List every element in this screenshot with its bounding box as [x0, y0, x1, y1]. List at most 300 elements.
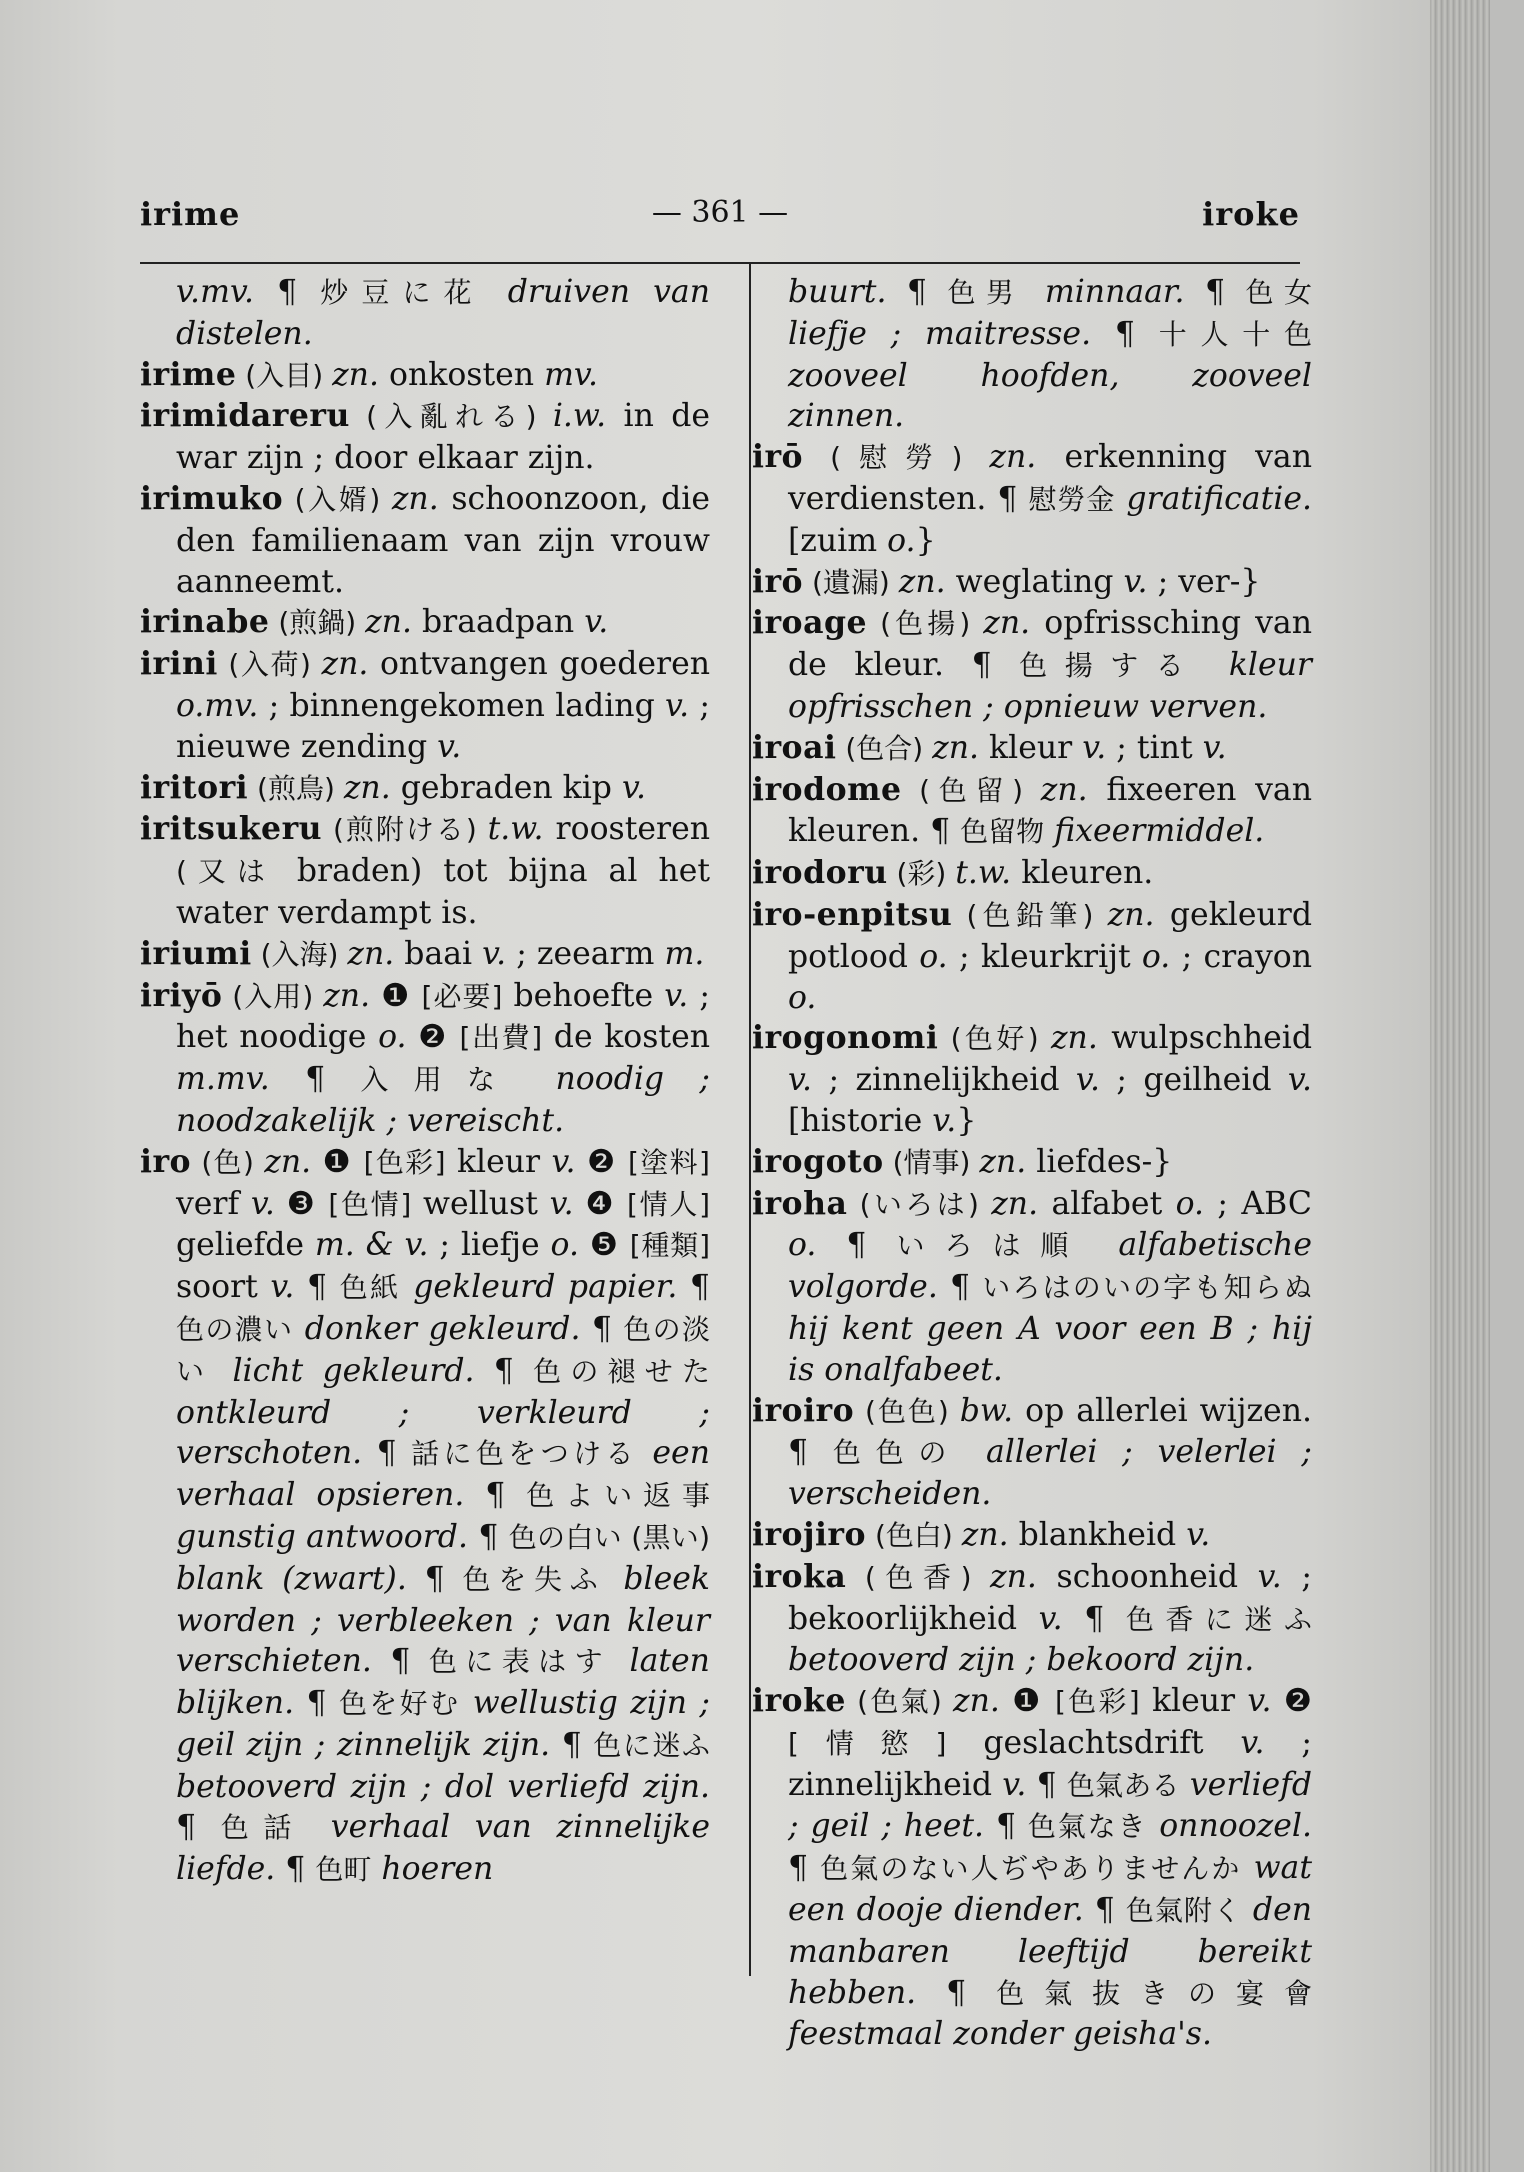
- italic-text: i.w.: [552, 398, 607, 435]
- italic-text: bleek worden ; verbleeken ; van kleur verschieten.: [176, 1560, 710, 1680]
- entry-text: ; ABC: [1204, 1185, 1312, 1222]
- italic-text: v.mv.: [176, 274, 255, 310]
- kanji-text: (色色): [854, 1394, 960, 1428]
- column-divider: [749, 264, 751, 1976]
- example-phrase: 色の淡い: [176, 1312, 710, 1388]
- italic-text: den manbaren leeftijd bereikt hebben.: [788, 1892, 1312, 2011]
- italic-text: v.: [1002, 1766, 1027, 1803]
- entry-text: blankheid: [1008, 1516, 1187, 1553]
- italic-text: v.: [622, 769, 647, 806]
- entry-continuation: [140, 272, 710, 355]
- italic-text: buurt.: [788, 274, 887, 310]
- entry-text: erkenning van verdiensten.: [788, 439, 1312, 517]
- example-phrase: 色に迷ふ: [593, 1728, 710, 1762]
- dictionary-entry: [752, 1142, 1312, 1184]
- dictionary-entry: [752, 562, 1312, 604]
- entry-text: gebraden kip: [390, 769, 622, 806]
- italic-text: liefje ; maitresse.: [788, 315, 1092, 352]
- headword: irodome: [752, 770, 902, 808]
- italic-text: o.: [887, 522, 916, 559]
- example-phrase: 色を好む: [338, 1687, 461, 1721]
- italic-text: o.mv.: [176, 687, 259, 724]
- entry-text: fixeeren van kleuren.: [788, 771, 1312, 850]
- entry-text: ❷: [575, 1143, 628, 1180]
- entry-text: ; crayon: [1170, 938, 1313, 975]
- entry-text: ¶: [816, 1227, 897, 1264]
- entry-text: gekleurd potlood: [788, 896, 1312, 975]
- entry-text: ❷: [1271, 1683, 1312, 1720]
- entry-text: ¶: [1184, 274, 1246, 310]
- dictionary-entry: [140, 602, 710, 644]
- italic-text: m.mv.: [176, 1061, 270, 1098]
- headword: iritsukeru: [140, 810, 323, 848]
- kanji-text: (煎鍋): [269, 606, 366, 640]
- entry-text: }: [915, 522, 936, 559]
- italic-text: o.: [1175, 1185, 1205, 1222]
- entry-text: ¶: [176, 1809, 221, 1846]
- italic-text: v.: [1202, 729, 1227, 766]
- entry-text: weglating: [945, 563, 1124, 600]
- dictionary-entry: [752, 853, 1312, 895]
- kanji-text: [情慾]: [788, 1726, 947, 1760]
- italic-text: zn.: [1040, 771, 1088, 808]
- dictionary-entry: [752, 437, 1312, 561]
- running-head: [140, 195, 1300, 245]
- italic-text: o.: [1141, 938, 1171, 975]
- italic-text: zn.: [347, 935, 395, 972]
- entry-text: ¶: [944, 647, 1020, 684]
- italic-text: feestmaal zonder geisha's.: [788, 2016, 1212, 2053]
- entry-text: schoonzoon, die den familienaam van zijn vrouw aanneemt.: [176, 480, 711, 600]
- italic-text: v.: [1186, 1516, 1211, 1553]
- example-phrase: 色の濃い: [176, 1312, 294, 1346]
- example-phrase: 色氣なき: [1027, 1810, 1148, 1844]
- entry-text: ¶: [371, 1643, 429, 1680]
- italic-text: v.: [250, 1185, 275, 1222]
- headword: iroiro: [752, 1391, 855, 1429]
- entry-text: onkosten: [378, 356, 545, 393]
- entry-text: braadpan: [411, 604, 585, 641]
- entry-text: ¶: [406, 1560, 463, 1597]
- italic-text: alfabetische volgorde.: [788, 1227, 1312, 1306]
- kanji-text: (煎附ける): [322, 813, 488, 847]
- italic-text: zn.: [1050, 1020, 1098, 1057]
- kanji-text: (色氣): [845, 1685, 953, 1719]
- kanji-text: (いろは): [847, 1187, 992, 1221]
- header-rule: [140, 262, 1300, 264]
- headword: irō: [752, 438, 804, 476]
- italic-text: o.: [550, 1227, 579, 1264]
- headword: iroai: [752, 728, 837, 766]
- entry-text: ontvangen goederen: [368, 646, 710, 683]
- example-phrase: 色町: [315, 1853, 372, 1887]
- example-phrase: 色氣のない人ぢやありませんか: [820, 1852, 1242, 1886]
- italic-text: zn.: [979, 1143, 1027, 1180]
- dictionary-entry: [140, 644, 710, 767]
- italic-text: o.: [788, 1227, 817, 1264]
- kanji-text: (色白): [866, 1518, 962, 1552]
- left-column: [140, 272, 710, 1891]
- entry-text: ¶: [464, 1477, 527, 1514]
- dictionary-entry: [752, 1557, 1312, 1681]
- italic-text: m.: [664, 935, 705, 972]
- kanji-text: (煎鳥): [248, 771, 344, 805]
- italic-text: zn.: [983, 605, 1031, 642]
- entry-text: ¶: [986, 480, 1029, 517]
- entry-text: ; zinnelijkheid: [812, 1062, 1076, 1099]
- entry-text: ¶: [468, 1518, 509, 1555]
- kanji-text: [色情]: [328, 1187, 412, 1221]
- kanji-text: (色好): [938, 1022, 1051, 1056]
- example-phrase: いろはのいの字も知らぬ: [982, 1271, 1312, 1305]
- example-phrase: 色色の: [832, 1436, 962, 1470]
- entry-text: in de war zijn ; door elkaar zijn.: [176, 398, 710, 477]
- example-phrase: 色揚する: [1019, 649, 1202, 683]
- last-headword-guide: iroke: [1202, 195, 1300, 233]
- example-phrase: 慰勞金: [1028, 482, 1116, 516]
- italic-text: v.: [1038, 1600, 1063, 1637]
- headword: irō: [752, 562, 804, 600]
- italic-text: o.: [378, 1019, 407, 1056]
- headword: irodoru: [752, 854, 888, 892]
- dictionary-entry: [140, 479, 710, 602]
- dictionary-entry: [140, 396, 710, 479]
- italic-text: zn.: [991, 1185, 1039, 1222]
- italic-text: fixeermiddel.: [1044, 813, 1265, 850]
- entry-text: ¶: [1083, 1892, 1126, 1929]
- italic-text: v.: [482, 935, 507, 972]
- entry-text: geliefde: [176, 1227, 315, 1264]
- italic-text: zn.: [932, 729, 980, 766]
- dictionary-entry: [140, 809, 710, 933]
- example-phrase: 色氣抜きの宴會: [996, 1976, 1312, 2010]
- italic-text: mv.: [544, 356, 599, 393]
- kanji-text: (遺漏): [803, 565, 899, 599]
- italic-text: gunstig antwoord.: [176, 1518, 468, 1555]
- italic-text: v.: [584, 604, 609, 641]
- headword: irimidareru: [140, 397, 350, 435]
- italic-text: t.w.: [487, 811, 544, 848]
- italic-text: blank (zwart).: [176, 1560, 407, 1597]
- headword: irimuko: [140, 479, 284, 517]
- entry-text: ¶: [1026, 1766, 1067, 1803]
- italic-text: zn.: [321, 646, 369, 683]
- entry-text: ¶: [1091, 315, 1159, 352]
- entry-text: ; zinnelijkheid: [788, 1724, 1312, 1803]
- example-phrase: 色の褪せた: [533, 1354, 710, 1388]
- entry-text: geslachtsdrift: [946, 1724, 1241, 1761]
- italic-text: v.: [1082, 729, 1107, 766]
- kanji-text: [必要]: [421, 979, 503, 1013]
- dictionary-entry: [752, 1681, 1312, 2055]
- headword: iriyō: [140, 976, 223, 1014]
- italic-text: zn.: [323, 977, 371, 1014]
- italic-text: betooverd zijn ; bekoord zijn.: [788, 1642, 1255, 1679]
- page-number: — 361 —: [651, 195, 789, 230]
- entry-text: alfabet: [1038, 1185, 1176, 1222]
- dictionary-entry: [752, 728, 1312, 770]
- entry-continuation: [752, 272, 1312, 437]
- italic-text: gratificatie.: [1115, 480, 1312, 517]
- entry-text: op allerlei wijzen.: [1013, 1392, 1312, 1429]
- kanji-text: (入荷): [217, 648, 322, 682]
- entry-text: ❺: [578, 1227, 630, 1264]
- dictionary-entry: [752, 1515, 1312, 1557]
- entry-text: ; zeearm: [506, 935, 665, 972]
- italic-text: t.w.: [955, 855, 1012, 892]
- headword: irini: [140, 645, 218, 683]
- entry-text: ; liefje: [428, 1227, 551, 1264]
- italic-text: v.: [664, 977, 689, 1014]
- headword: irinabe: [140, 603, 270, 641]
- entry-text: ; binnengekomen lading: [258, 687, 666, 724]
- entry-text: ; bekoorlijkheid: [788, 1558, 1312, 1637]
- dictionary-entry: [752, 1391, 1312, 1515]
- entry-text: braden) tot bijna al het water verdampt is.: [176, 853, 710, 931]
- italic-text: v.: [1075, 1062, 1100, 1099]
- kanji-text: (色鉛筆): [952, 898, 1108, 932]
- entry-text: verf: [176, 1185, 251, 1222]
- kanji-text: (色留): [901, 773, 1041, 807]
- example-phrase: 話に色をつける: [411, 1437, 638, 1471]
- italic-text: donker gekleurd.: [293, 1310, 581, 1347]
- italic-text: wellustig zijn ; geil zijn ; zinnelijk zijn.: [176, 1685, 710, 1763]
- headword: iroka: [752, 1557, 847, 1595]
- italic-text: m. & v.: [314, 1227, 429, 1264]
- entry-text: ¶: [984, 1808, 1028, 1845]
- example-phrase: 色香に迷ふ: [1125, 1602, 1312, 1636]
- headword: iroage: [752, 604, 868, 642]
- dictionary-entry: [752, 1018, 1312, 1141]
- entry-text: kleur: [979, 729, 1083, 766]
- kanji-text: [塗料]: [627, 1145, 710, 1179]
- entry-text: behoefte: [502, 977, 665, 1014]
- headword: iroha: [752, 1184, 848, 1222]
- example-phrase: 色を失ふ: [462, 1562, 606, 1596]
- italic-text: licht gekleurd.: [213, 1352, 475, 1389]
- entry-text: ¶: [254, 274, 321, 310]
- headword: iriumi: [140, 934, 252, 972]
- italic-text: zn.: [264, 1143, 312, 1180]
- italic-text: laten blijken.: [176, 1643, 710, 1722]
- kanji-text: (入海): [251, 937, 348, 971]
- headword: irogonomi: [752, 1019, 939, 1057]
- entry-text: wellust: [411, 1185, 550, 1222]
- kanji-text: (彩): [887, 857, 956, 891]
- italic-text: hoeren: [371, 1851, 494, 1888]
- kanji-text: [出費]: [459, 1021, 543, 1055]
- entry-text: ¶: [886, 274, 948, 310]
- entry-text: ¶: [294, 1269, 340, 1306]
- italic-text: noodig ; noodzakelijk ; vereischt.: [176, 1061, 710, 1139]
- right-column: [752, 272, 1312, 2055]
- kanji-text: [種類]: [629, 1229, 710, 1263]
- headword: irime: [140, 355, 237, 393]
- dictionary-entry: [140, 355, 710, 397]
- headword: irojiro: [752, 1515, 867, 1553]
- kanji-text: (入亂れる): [349, 400, 553, 434]
- dictionary-entry: [140, 976, 710, 1142]
- italic-text: v.: [437, 728, 462, 765]
- italic-text: kleur opfrisschen ; opnieuw verven.: [788, 647, 1312, 725]
- example-phrase: 色話: [220, 1811, 307, 1845]
- italic-text: zn.: [952, 1683, 1000, 1720]
- example-phrase: 色男: [947, 276, 1025, 309]
- italic-text: ontkleurd ; verkleurd ; verschoten.: [176, 1394, 710, 1472]
- italic-text: v.: [1287, 1062, 1312, 1099]
- entry-text: ; tint: [1106, 729, 1203, 766]
- kanji-text: (慰勞): [803, 441, 990, 475]
- example-phrase: 色の白い (黒い): [508, 1520, 711, 1554]
- dictionary-entry: [140, 934, 710, 976]
- italic-text: verhaal van zinnelijke liefde.: [176, 1809, 710, 1888]
- first-headword-guide: irime: [140, 195, 241, 233]
- entry-text: de kosten: [542, 1019, 710, 1056]
- italic-text: zn.: [343, 769, 391, 806]
- dictionary-entry: [752, 1184, 1312, 1391]
- entry-text: ¶: [275, 1851, 316, 1888]
- entry-text: [historie: [788, 1102, 933, 1139]
- entry-text: ¶: [916, 1974, 997, 2011]
- example-phrase: 色紙: [339, 1271, 401, 1305]
- italic-text: zn.: [365, 604, 412, 641]
- example-phrase: 色よい返事: [526, 1479, 710, 1513]
- italic-text: verliefd ; geil ; heet.: [788, 1766, 1312, 1845]
- italic-text: v.: [1123, 563, 1148, 600]
- entry-text: [zuim: [788, 522, 888, 559]
- entry-text: roosteren: [543, 811, 710, 848]
- italic-text: wat een dooje diender.: [788, 1850, 1312, 1929]
- entry-text: ¶: [550, 1726, 594, 1763]
- entry-text: kleur: [445, 1143, 552, 1180]
- italic-text: o.: [919, 938, 948, 975]
- italic-text: v.: [1240, 1724, 1265, 1761]
- entry-text: ; geilheid: [1100, 1062, 1288, 1099]
- italic-text: v.: [665, 687, 690, 724]
- entry-text: ¶: [677, 1269, 710, 1306]
- entry-text: baai: [394, 935, 483, 972]
- entry-text: ❹: [573, 1185, 628, 1222]
- entry-text: ¶: [474, 1352, 534, 1389]
- entry-text: }: [956, 1102, 977, 1139]
- entry-text: ❸: [274, 1185, 329, 1222]
- italic-text: v.: [270, 1269, 295, 1306]
- italic-text: v.: [932, 1102, 957, 1139]
- italic-text: minnaar.: [1024, 274, 1185, 310]
- italic-text: bw.: [959, 1392, 1014, 1429]
- headword: iritori: [140, 768, 249, 806]
- entry-text: soort: [176, 1269, 271, 1306]
- entry-text: ¶: [937, 1269, 983, 1306]
- italic-text: zn.: [391, 480, 439, 517]
- italic-text: v.: [551, 1143, 576, 1180]
- headword: iro-enpitsu: [752, 895, 953, 933]
- kanji-text: [情人]: [627, 1187, 711, 1221]
- entry-text: liefdes-}: [1026, 1143, 1173, 1180]
- entry-text: ❷: [406, 1019, 460, 1056]
- italic-text: onnoozel.: [1147, 1808, 1312, 1845]
- entry-text: kleur: [1139, 1683, 1248, 1720]
- kanji-text: (入婿): [283, 482, 392, 516]
- example-phrase: 十人十色: [1158, 317, 1312, 351]
- entry-text: ; nieuwe zending: [176, 687, 710, 765]
- entry-text: kleuren.: [1011, 855, 1154, 892]
- example-phrase: いろは順: [896, 1229, 1089, 1263]
- italic-text: zn.: [898, 563, 946, 600]
- italic-text: hij kent geen A voor een B ; hij is onalfabeet.: [788, 1310, 1312, 1388]
- book-page-edges: [1430, 0, 1490, 2172]
- headword: iroke: [752, 1682, 846, 1720]
- example-phrase: 色女: [1245, 276, 1312, 309]
- kanji-text: (色): [191, 1145, 265, 1179]
- entry-text: schoonheid: [1036, 1558, 1258, 1595]
- kanji-text: (入用): [222, 979, 324, 1013]
- kanji-text: (色合): [836, 731, 933, 765]
- italic-text: v.: [549, 1185, 574, 1222]
- italic-text: allerlei ; velerlei ; verscheiden.: [788, 1434, 1312, 1513]
- kanji-text: (入目): [236, 358, 333, 392]
- italic-text: betooverd zijn ; dol verliefd zijn.: [176, 1768, 710, 1805]
- example-phrase: 入用な: [360, 1063, 521, 1097]
- example-phrase: 色留物: [960, 815, 1045, 849]
- kanji-text: [色彩]: [363, 1145, 446, 1179]
- italic-text: zn.: [961, 1516, 1009, 1553]
- dictionary-entry: [752, 603, 1312, 727]
- dictionary-entry: [752, 895, 1312, 1018]
- italic-text: een verhaal opsieren.: [176, 1435, 710, 1514]
- example-phrase: 色氣ある: [1066, 1768, 1180, 1802]
- dictionary-entry: [140, 1142, 710, 1891]
- headword: iro: [140, 1142, 192, 1180]
- italic-text: zn.: [989, 439, 1037, 476]
- entry-text: ❶: [999, 1683, 1055, 1720]
- entry-text: opfrissching van de kleur.: [788, 605, 1312, 684]
- italic-text: zn.: [1107, 896, 1155, 933]
- italic-text: v.: [1247, 1683, 1272, 1720]
- kanji-text: [色彩]: [1054, 1685, 1140, 1719]
- kanji-text: (色香): [846, 1560, 991, 1594]
- italic-text: v.: [788, 1062, 813, 1099]
- entry-text: ; ver-}: [1147, 563, 1261, 600]
- entry-text: wulpschheid: [1097, 1020, 1312, 1057]
- entry-text: ¶: [294, 1685, 339, 1722]
- dictionary-entry: [140, 768, 710, 810]
- entry-text: ; kleurkrijt: [947, 938, 1142, 975]
- entry-text: ¶: [788, 1850, 821, 1887]
- italic-text: zn.: [990, 1558, 1037, 1595]
- headword: irogoto: [752, 1142, 884, 1180]
- kanji-text: (情事): [883, 1145, 980, 1179]
- italic-text: o.: [788, 979, 817, 1016]
- entry-text: ❶: [311, 1143, 364, 1180]
- entry-text: ¶: [788, 1434, 833, 1471]
- italic-text: v.: [1257, 1558, 1282, 1595]
- entry-text: ¶: [920, 813, 961, 850]
- example-phrase: 炒豆に花: [320, 276, 485, 309]
- entry-text: ; het noodige: [176, 977, 710, 1056]
- italic-text: zn.: [332, 356, 379, 393]
- italic-text: druiven van distelen.: [176, 274, 710, 352]
- kanji-text: (又は: [176, 855, 276, 889]
- kanji-text: (色揚): [867, 607, 984, 641]
- example-phrase: 色氣附く: [1125, 1894, 1242, 1928]
- entry-text: ¶: [362, 1435, 412, 1472]
- entry-text: ¶: [269, 1061, 361, 1098]
- entry-text: ¶: [580, 1310, 624, 1347]
- entry-text: ¶: [1062, 1600, 1126, 1637]
- italic-text: gekleurd papier.: [400, 1269, 678, 1306]
- example-phrase: 色に表はす: [428, 1645, 612, 1679]
